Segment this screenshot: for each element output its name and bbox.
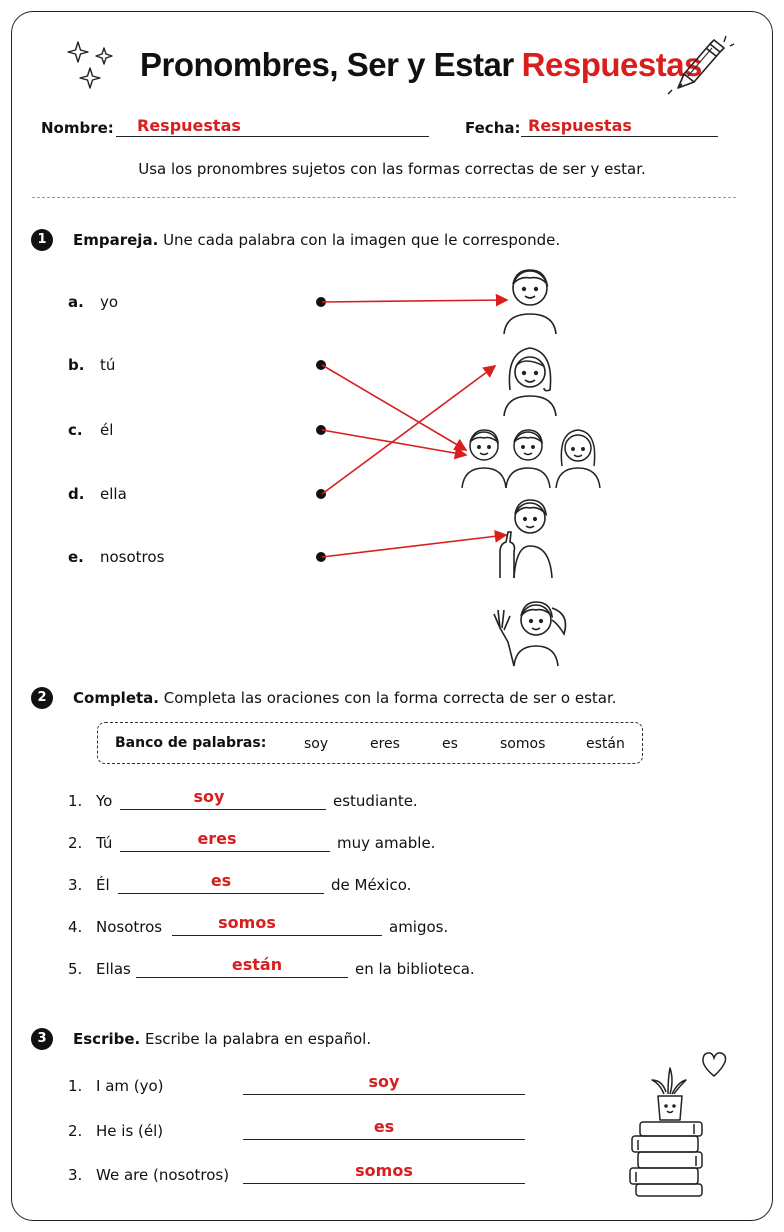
match-item-d: d. ella: [68, 485, 127, 503]
section-2-title: Completa. Completa las oraciones con la forma correcta de ser o estar.: [73, 689, 617, 707]
match-line-c: [322, 430, 466, 455]
page-title: Pronombres, Ser y Estar Respuestas: [140, 46, 702, 83]
section-3-number: 3: [31, 1028, 53, 1050]
sentence-2-line: [120, 851, 330, 852]
translate-2-prompt: He is (él): [96, 1122, 164, 1140]
girl-icon: [500, 342, 562, 418]
name-label: Nombre:: [41, 119, 114, 137]
sentence-3-end: de México.: [331, 876, 412, 894]
translate-3-prompt: We are (nosotros): [96, 1166, 230, 1184]
sentence-4-answer[interactable]: somos: [218, 913, 276, 932]
girl-waving-icon: [488, 594, 574, 666]
bank-word-es: es: [442, 736, 458, 752]
sentence-5-line: [136, 977, 348, 978]
sentence-3-number: 3.: [68, 876, 83, 894]
translate-1-prompt: I am (yo): [96, 1077, 164, 1095]
sentence-5-end: en la biblioteca.: [355, 960, 475, 978]
section-2-number: 2: [31, 687, 53, 709]
translate-3-answer[interactable]: somos: [355, 1161, 413, 1180]
match-item-e: e. nosotros: [68, 548, 165, 566]
bank-word-somos: somos: [500, 736, 546, 752]
sentence-1-number: 1.: [68, 792, 83, 810]
translate-1-line: [243, 1094, 525, 1095]
sentence-3-start: Él: [96, 876, 110, 894]
translate-3-line: [243, 1183, 525, 1184]
sentence-5-start: Ellas: [96, 960, 131, 978]
section-1-title: Empareja. Une cada palabra con la imagen que le corresponde.: [73, 231, 561, 249]
sentence-4-line: [172, 935, 382, 936]
sentence-1-line: [120, 809, 326, 810]
match-line-e: [322, 535, 506, 557]
date-label: Fecha:: [465, 119, 521, 137]
date-field[interactable]: Respuestas: [528, 116, 632, 135]
instructions: Usa los pronombres sujetos con las formas correctas de ser y estar.: [138, 160, 646, 178]
translate-2-answer[interactable]: es: [373, 1117, 395, 1136]
sentence-1-start: Yo: [96, 792, 113, 810]
boy-pointing-icon: [496, 496, 562, 580]
translate-1-answer[interactable]: soy: [368, 1072, 400, 1091]
match-item-c: c. él: [68, 421, 114, 439]
sentence-2-end: muy amable.: [337, 834, 436, 852]
match-line-a: [322, 300, 507, 302]
boy-icon: [500, 262, 562, 336]
sentence-3-answer[interactable]: es: [210, 871, 232, 890]
bank-word-estan: están: [586, 736, 625, 752]
match-item-a: a. yo: [68, 293, 119, 311]
section-3-title: Escribe. Escribe la palabra en español.: [73, 1030, 372, 1048]
sentence-3-line: [118, 893, 324, 894]
word-bank-label: Banco de palabras:: [115, 735, 267, 751]
sentence-4-start: Nosotros: [96, 918, 163, 936]
group-icon: [460, 426, 602, 490]
bank-word-soy: soy: [304, 736, 329, 752]
name-field[interactable]: Respuestas: [137, 116, 241, 135]
translate-2-number: 2.: [68, 1122, 83, 1140]
books-plant-icon: [626, 1064, 710, 1198]
sentence-2-start: Tú: [96, 834, 113, 852]
bank-word-eres: eres: [370, 736, 400, 752]
translate-1-number: 1.: [68, 1077, 83, 1095]
title-answers: Respuestas: [521, 46, 702, 83]
sentence-4-number: 4.: [68, 918, 83, 936]
section-1-number: 1: [31, 229, 53, 251]
sentence-5-number: 5.: [68, 960, 83, 978]
sentence-2-answer[interactable]: eres: [197, 829, 237, 848]
sentence-1-answer[interactable]: soy: [193, 787, 225, 806]
translate-2-line: [243, 1139, 525, 1140]
translate-3-number: 3.: [68, 1166, 83, 1184]
sentence-1-end: estudiante.: [333, 792, 418, 810]
match-item-b: b. tú: [68, 356, 116, 374]
sentence-5-answer[interactable]: están: [231, 955, 283, 974]
sentence-2-number: 2.: [68, 834, 83, 852]
match-line-b: [322, 365, 466, 450]
sentence-4-end: amigos.: [389, 918, 449, 936]
